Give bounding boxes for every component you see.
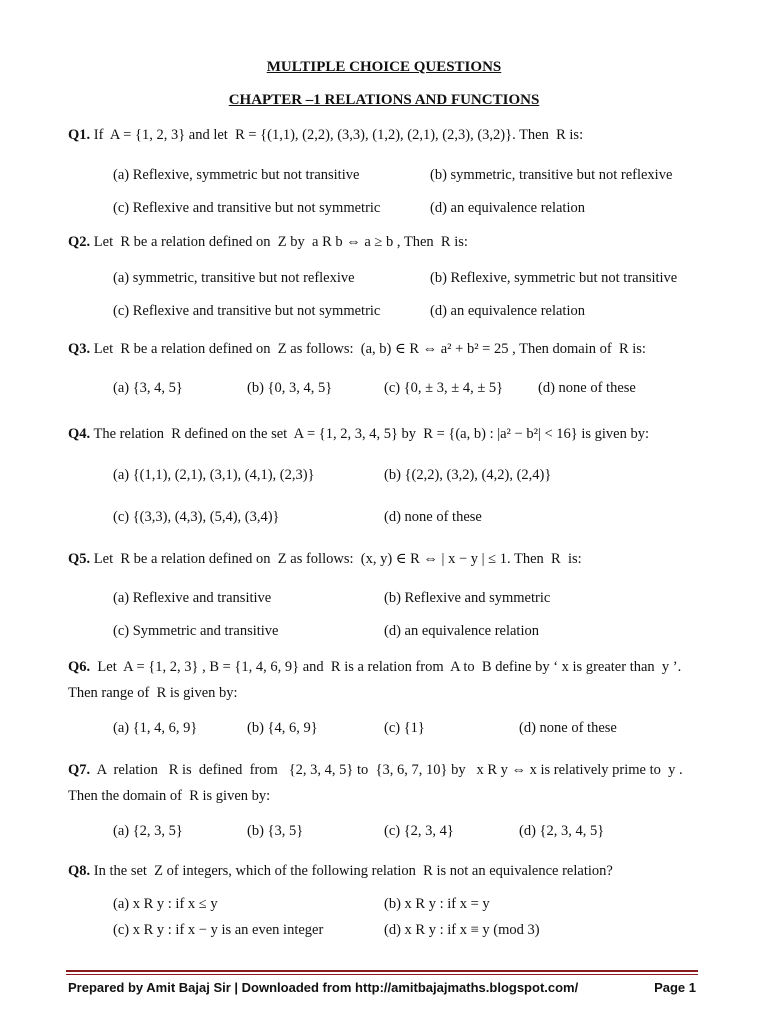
- question-text: Let R be a relation defined on Z by a R b ⇔ a ≥ b , Then R is:: [90, 234, 468, 250]
- question-number: Q7.: [68, 762, 91, 778]
- footer-rule-thin: [66, 974, 698, 975]
- option-c: (c) Reflexive and transitive but not symmetric: [113, 200, 381, 216]
- option-d: (d) none of these: [538, 380, 636, 396]
- option-d: (d) {2, 3, 4, 5}: [519, 823, 605, 839]
- option-c: (c) {2, 3, 4}: [384, 823, 454, 839]
- option-d: (d) an equivalence relation: [430, 200, 585, 216]
- option-c: (c) x R y : if x − y is an even integer: [113, 922, 324, 938]
- question-text: In the set Z of integers, which of the following relation R is not an equivalence relation?: [90, 863, 613, 879]
- question-number: Q8.: [68, 863, 91, 879]
- option-c: (c) {(3,3), (4,3), (5,4), (3,4)}: [113, 509, 280, 525]
- question-6: [68, 654, 708, 706]
- option-b: (b) x R y : if x = y: [384, 896, 490, 912]
- question-text: If A = {1, 2, 3} and let R = {(1,1), (2,2), (3,3), (1,2), (2,1), (2,3), (3,2)}. Then R is:: [90, 127, 584, 143]
- question-7: [68, 757, 708, 809]
- question-text: Let R be a relation defined on Z as follows: (x, y) ∈ R ⇔ | x − y | ≤ 1. Then R is:: [90, 551, 582, 567]
- option-b: (b) Reflexive, symmetric but not transitive: [430, 270, 678, 286]
- option-b: (b) {3, 5}: [247, 823, 304, 839]
- option-a: (a) symmetric, transitive but not reflexive: [113, 270, 355, 286]
- option-b: (b) symmetric, transitive but not reflexive: [430, 167, 673, 183]
- question-5: [68, 546, 708, 572]
- question-8: [68, 858, 708, 884]
- question-2: [68, 229, 708, 255]
- footer-rule: [66, 970, 698, 972]
- option-d: (d) x R y : if x ≡ y (mod 3): [384, 922, 540, 938]
- option-c: (c) {1}: [384, 720, 425, 736]
- option-a: (a) Reflexive and transitive: [113, 590, 272, 606]
- option-b: (b) {(2,2), (3,2), (4,2), (2,4)}: [384, 467, 552, 483]
- option-c: (c) {0, ± 3, ± 4, ± 5}: [384, 380, 504, 396]
- option-b: (b) Reflexive and symmetric: [384, 590, 551, 606]
- question-number: Q3.: [68, 341, 91, 357]
- option-a: (a) x R y : if x ≤ y: [113, 896, 218, 912]
- question-text: The relation R defined on the set A = {1, 2, 3, 4, 5} by R = {(a, b) : |a² − b²| < 16} is given by:: [90, 426, 650, 442]
- question-number: Q5.: [68, 551, 91, 567]
- option-d: (d) none of these: [519, 720, 617, 736]
- option-c: (c) Reflexive and transitive but not symmetric: [113, 303, 381, 319]
- page-title: MULTIPLE CHOICE QUESTIONS: [266, 59, 502, 75]
- option-b: (b) {0, 3, 4, 5}: [247, 380, 333, 396]
- option-d: (d) an equivalence relation: [384, 623, 539, 639]
- chapter-heading: CHAPTER –1 RELATIONS AND FUNCTIONS: [228, 92, 540, 108]
- question-number: Q4.: [68, 426, 91, 442]
- option-a: (a) {3, 4, 5}: [113, 380, 183, 396]
- option-d: (d) an equivalence relation: [430, 303, 585, 319]
- question-text: Let R be a relation defined on Z as follows: (a, b) ∈ R ⇔ a² + b² = 25 , Then domain of R is:: [90, 341, 646, 357]
- question-text: A relation R is defined from {2, 3, 4, 5} to {3, 6, 7, 10} by x R y ⇔ x is relatively prime to y . Then the domain of R is given by:: [68, 762, 683, 804]
- question-text: Let A = {1, 2, 3} , B = {1, 4, 6, 9} and R is a relation from A to B define by ‘ x is greater than y ’. Then range of R is given by:: [68, 659, 682, 701]
- option-a: (a) {1, 4, 6, 9}: [113, 720, 198, 736]
- question-number: Q6.: [68, 659, 91, 675]
- question-4: [68, 421, 708, 447]
- option-c: (c) Symmetric and transitive: [113, 623, 279, 639]
- question-3: [68, 336, 708, 362]
- option-a: (a) Reflexive, symmetric but not transitive: [113, 167, 360, 183]
- footer-credit: Prepared by Amit Bajaj Sir | Downloaded from http://amitbajajmaths.blogspot.com/: [68, 980, 579, 995]
- question-1: [68, 122, 708, 148]
- option-a: (a) {(1,1), (2,1), (3,1), (4,1), (2,3)}: [113, 467, 315, 483]
- page-number: Page 1: [654, 980, 696, 995]
- option-b: (b) {4, 6, 9}: [247, 720, 318, 736]
- option-d: (d) none of these: [384, 509, 482, 525]
- question-number: Q1.: [68, 127, 91, 143]
- question-number: Q2.: [68, 234, 91, 250]
- option-a: (a) {2, 3, 5}: [113, 823, 183, 839]
